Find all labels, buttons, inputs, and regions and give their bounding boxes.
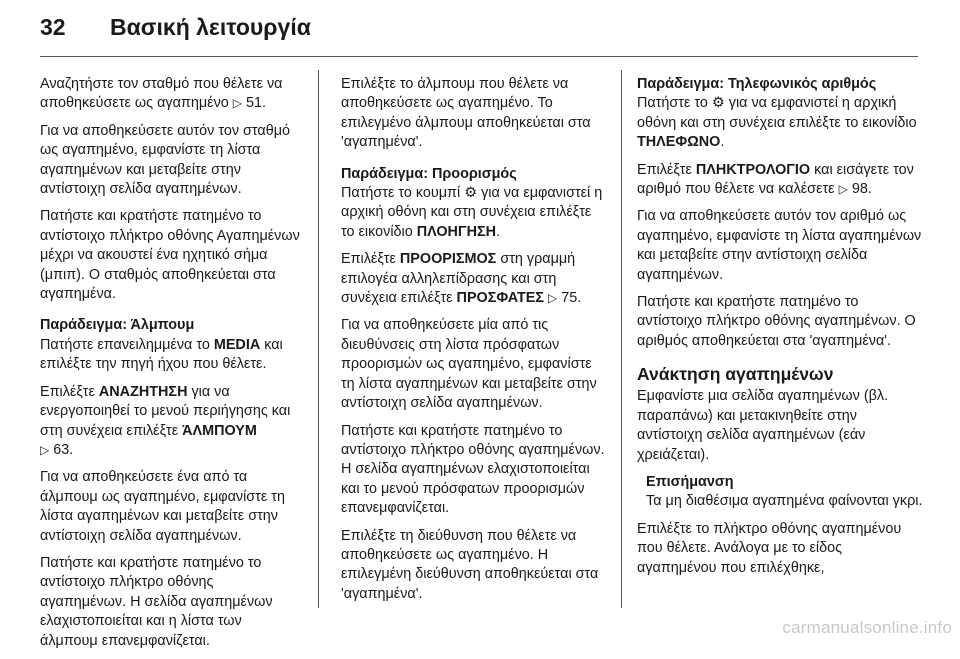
home-button-icon: ⚙ [464,185,478,202]
paragraph: Για να αποθηκεύσετε αυτόν τον σταθμό ως αγαπημένο, εμφανίστε τη λίστα αγαπημένων και μεταβείτε στην αντίστοιχη σελίδα αγαπημένων. [40,122,290,198]
paragraph: Επιλέξτε τη διεύθυνση που θέλετε να αποθηκεύσετε ως αγαπημένο. Η επιλεγμένη διεύθυνση αποθηκεύεται στα 'αγαπημένα'. [341,527,599,602]
keyword: ΠΡΟΟΡΙΣΜΟΣ [399,251,497,268]
example-title: Παράδειγμα: Άλμπουμ [40,317,195,334]
column-2 [341,75,605,612]
paragraph: Επιλέξτε το πλήκτρο οθόνης αγαπημένου που θέλετε. Ανάλογα με το είδος αγαπημένου που επιλέχθηκε, [637,520,902,576]
paragraph: Για να αποθηκεύσετε ένα από τα άλμπουμ ως αγαπημένο, εμφανίστε τη λίστα αγαπημένων και μεταβείτε στην αντίστοιχη σελίδα αγαπημένων. [40,469,285,544]
section-title: Βασική λειτουργία [110,14,311,40]
example-title: Παράδειγμα: Προορισμός [341,165,517,182]
arrow-ref-icon: ▷ [548,291,558,306]
example-block: Παράδειγμα: Προορισμός Πατήστε το κουμπί ⚙ για να εμφανιστεί η αρχική οθόνη και στη συνέχεια επιλέξτε το εικονίδιο ΠΛΟΗΓΗΣΗ. [341,165,603,240]
section-heading: Ανάκτηση αγαπημένων [637,364,834,385]
keyword: ΠΡΟΣΦΑΤΕΣ [456,290,545,307]
example-title: Παράδειγμα: Τηλεφωνικός αριθμός [637,76,877,92]
keyword: MEDIA [213,336,261,353]
example-block: Παράδειγμα: Τηλεφωνικός αριθμός Πατήστε το ⚙ για να εμφανιστεί η αρχική οθόνη και στη συνέχεια επιλέξτε το εικονίδιο ΤΗΛΕΦΩΝΟ. [637,76,917,151]
example-block: Παράδειγμα: Άλμπουμ Πατήστε επανειλημμένα το MEDIA και επιλέξτε την πηγή ήχου που θέλετε. [40,317,283,373]
note-text: Τα μη διαθέσιμα αγαπημένα φαίνονται γκρι. [646,493,923,510]
paragraph: Για να αποθηκεύσετε αυτόν τον αριθμό ως αγαπημένο, εμφανίστε τη λίστα αγαπημένων και μεταβείτε στην αντίστοιχη σελίδα αγαπημένων. [637,208,922,283]
keyword: ΑΝΑΖΗΤΗΣΗ [98,383,188,400]
note-block [637,473,923,512]
paragraph: Εμφανίστε μια σελίδα αγαπημένων (βλ. παραπάνω) και μετακινηθείτε στην αντίστοιχη σελίδα αγαπημένων (εάν χρειάζεται). [637,388,889,463]
paragraph: Πατήστε και κρατήστε πατημένο το αντίστοιχο πλήκτρο οθόνης Αγαπημένων μέχρι να ακουστεί ένα ηχητικό σήμα (μπιπ). Ο σταθμός αποθηκεύεται στα αγαπημένα. [40,208,300,303]
column-1 [40,75,302,659]
header-rule [40,56,918,57]
home-button-icon: ⚙ [711,95,725,112]
paragraph: Επιλέξτε ΑΝΑΖΗΤΗΣΗ για να ενεργοποιηθεί το μενού περιήγησης και στη συνέχεια επιλέξτε ΆΛΜΠΟΥΜ ▷ 63. [40,383,291,458]
page-number: 32 [40,14,66,40]
arrow-ref-icon: ▷ [838,182,848,197]
paragraph: Πατήστε και κρατήστε πατημένο το αντίστοιχο πλήκτρο οθόνης αγαπημένων. Η σελίδα αγαπημένων ελαχιστοποιείται και το μενού πρόσφατων προορισμών επανεμφανίζεται. [341,422,605,517]
arrow-ref-icon: ▷ [40,442,50,457]
paragraph: Πατήστε και κρατήστε πατημένο το αντίστοιχο πλήκτρο οθόνης αγαπημένων. Ο αριθμός αποθηκεύεται στα 'αγαπημένα'. [637,294,916,349]
arrow-ref-icon: ▷ [232,96,243,111]
watermark: carmanualsonline.info [782,618,952,637]
paragraph: Αναζητήστε τον σταθμό που θέλετε να αποθηκεύσετε ως αγαπημένο ▷ 51. [40,76,283,112]
paragraph: Επιλέξτε ΠΡΟΟΡΙΣΜΟΣ στη γραμμή επιλογέα αλληλεπίδρασης και στη συνέχεια επιλέξτε ΠΡΟΣΦΑΤΕΣ ▷ 75. [341,251,582,307]
keyword: ΤΗΛΕΦΩΝΟ [637,134,721,151]
paragraph: Πατήστε και κρατήστε πατημένο το αντίστοιχο πλήκτρο οθόνης αγαπημένων. Η σελίδα αγαπημένων ελαχιστοποιείται και η λίστα των άλμπουμ επανεμφανίζεται. [40,554,273,649]
keyword: ΆΛΜΠΟΥΜ [182,422,257,439]
column-3 [637,75,923,586]
keyword: ΠΛΟΗΓΗΣΗ [416,223,496,240]
paragraph: Επιλέξτε ΠΛΗΚΤΡΟΛΟΓΙΟ και εισάγετε τον αριθμό που θέλετε να καλέσετε ▷ 98. [637,161,914,198]
paragraph: Επιλέξτε το άλμπουμ που θέλετε να αποθηκεύσετε ως αγαπημένο. Το επιλεγμένο άλμπουμ αποθηκεύεται στα 'αγαπημένα'. [341,76,591,151]
paragraph: Για να αποθηκεύσετε μία από τις διευθύνσεις στη λίστα πρόσφατων προορισμών ως αγαπημένο, εμφανίστε τη λίστα αγαπημένων και μεταβείτε στην αντίστοιχη σελίδα αγαπημένων. [341,317,597,412]
column-divider [621,70,622,608]
keyword: ΠΛΗΚΤΡΟΛΟΓΙΟ [695,161,811,178]
page-header [40,14,311,44]
note-title: Επισήμανση [646,473,734,490]
column-divider [318,70,319,608]
